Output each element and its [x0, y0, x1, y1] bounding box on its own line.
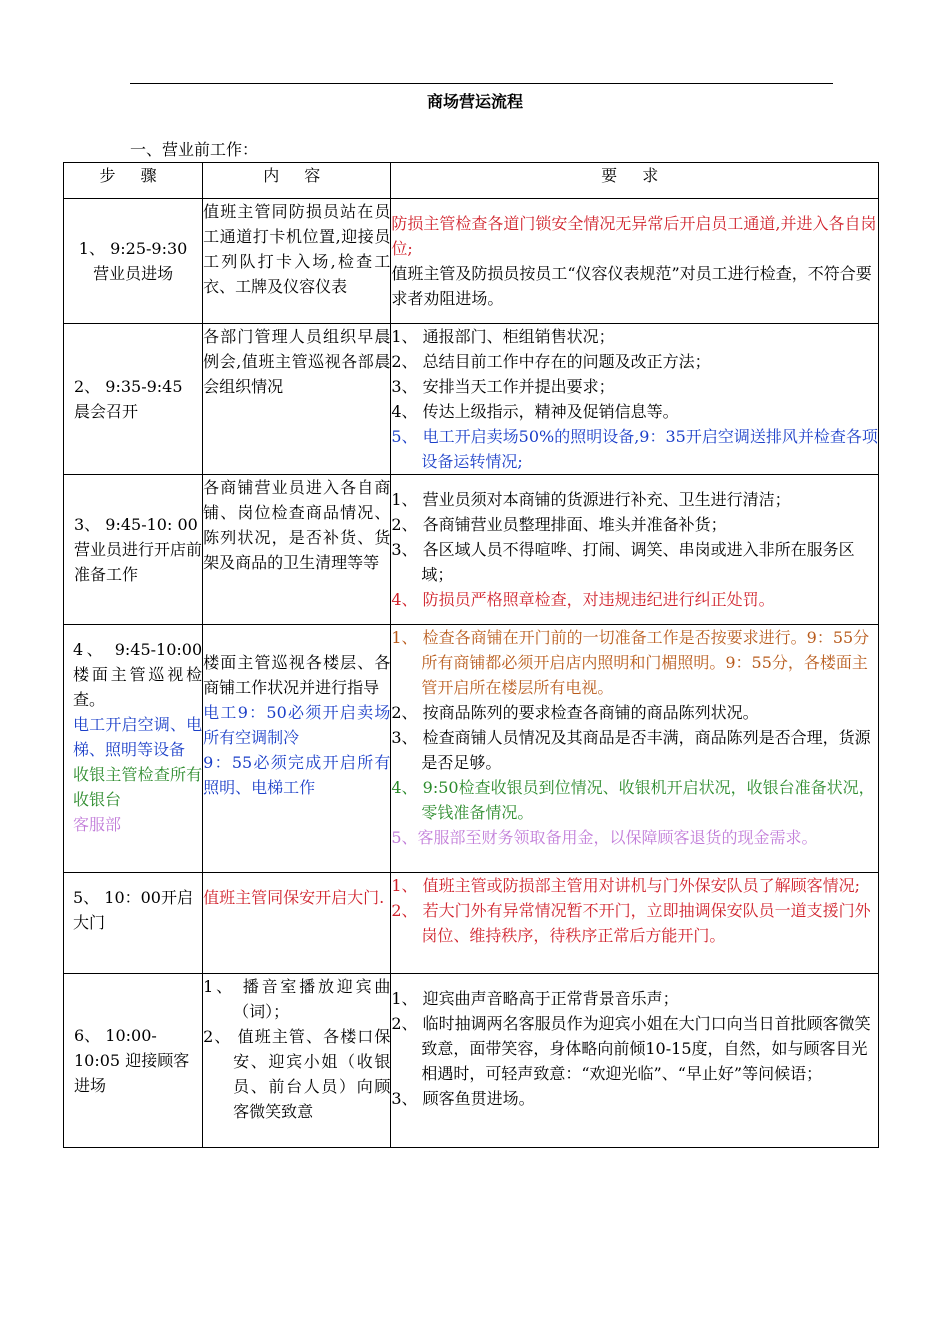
requirements-cell: [391, 625, 879, 873]
content-text: 各部门管理人员组织早晨例会,值班主管巡视各部晨会组织情况: [203, 327, 391, 396]
table-row: [64, 974, 879, 1148]
requirement-item: 4、 9:50检查收银员到位情况、收银机开启状况，收银台准备状况，零钱准备情况。: [391, 778, 875, 822]
content-cell: [203, 199, 391, 324]
step-line: 收银主管检查所有收银台: [73, 765, 203, 809]
requirement-item: 2、 若大门外有异常情况暂不开门，立即抽调保安队员一道支援门外岗位、维持秩序，待秩序正常后方能开门。: [391, 901, 871, 945]
step-cell: [64, 199, 203, 324]
requirement-item: 5、客服部至财务领取备用金，以保障顾客退货的现金需求。: [391, 828, 818, 847]
content-cell: [203, 324, 391, 475]
requirement-item: 5、 电工开启卖场50%的照明设备,9：35开启空调送排风并检查各项设备运转情况;: [391, 427, 878, 471]
document-title: 商场营运流程: [426, 92, 523, 111]
step-line: 6、 10:00-10:05 迎接顾客进场: [74, 1026, 190, 1095]
step-cell: [64, 324, 203, 475]
requirement-item: 2、 临时抽调两名客服员作为迎宾小姐在大门口向当日首批顾客微笑致意，面带笑容，身体略向前倾10-15度，自然，如与顾客目光相遇时，可轻声致意：“欢迎光临”、“早止好”等问候语；: [391, 1014, 871, 1083]
content-cell: [203, 475, 391, 625]
content-text: 2、 值班主管、各楼口保安、迎宾小姐（收银员、前台人员）向顾客微笑致意: [203, 1027, 391, 1121]
requirement-item: 防损主管检查各道门锁安全情况无异常后开启员工通道,并进入各自岗位;: [391, 214, 877, 258]
requirement-item: 1、 检查各商铺在开门前的一切准备工作是否按要求进行。9：55分所有商铺都必须开启店内照明和门楣照明。9：55分，各楼面主管开启所在楼层所有电视。: [391, 628, 870, 697]
step-line: 5、 10：00开启大门: [73, 888, 193, 932]
requirement-item: 3、 顾客鱼贯进场。: [391, 1089, 535, 1108]
requirement-item: 1、 迎宾曲声音略高于正常背景音乐声；: [391, 989, 679, 1008]
requirement-item: 4、 防损员严格照章检查，对违规违纪进行纠正处罚。: [391, 590, 775, 609]
requirement-item: 1、 营业员须对本商铺的货源进行补充、卫生进行清洁；: [391, 490, 791, 509]
table-row: [64, 324, 879, 475]
table-row: [64, 625, 879, 873]
content-text: 值班主管同防损员站在员工通道打卡机位置,迎接员工列队打卡入场,检查工衣、工牌及仪容仪表: [203, 202, 391, 296]
step-line: 营业员进场: [93, 264, 174, 283]
requirements-cell: [391, 974, 879, 1148]
requirements-cell: [391, 873, 879, 974]
step-line: 3、 9:45-10: 00 营业员进行开店前准备工作: [74, 515, 203, 584]
content-text: 值班主管同保安开启大门.: [203, 888, 385, 907]
step-line: 4、 9:45-10:00 楼面主管巡视检查。: [73, 640, 203, 709]
table-row: [64, 199, 879, 324]
requirement-item: 3、 各区域人员不得喧哗、打闹、调笑、串岗或进入非所在服务区域；: [391, 540, 855, 584]
header-rule: [130, 83, 833, 84]
content-text: 9：55必须完成开启所有照明、电梯工作: [203, 753, 391, 797]
content-cell: [203, 873, 391, 974]
step-cell: [64, 625, 203, 873]
step-line: 客服部: [73, 815, 122, 834]
step-line: 2、 9:35-9:45: [74, 377, 183, 396]
content-text: 各商铺营业员进入各自商铺、岗位检查商品情况、陈列状况，是否补货、货架及商品的卫生清理等等: [203, 478, 391, 572]
table-row: [64, 873, 879, 974]
requirement-item: 值班主管及防损员按员工“仪容仪表规范”对员工进行检查，不符合要求者劝阻进场。: [391, 264, 872, 308]
content-cell: [203, 974, 391, 1148]
section-heading: 一、营业前工作：: [130, 140, 259, 159]
content-text: 电工9：50必须开启卖场所有空调制冷: [203, 703, 391, 747]
step-cell: [64, 873, 203, 974]
requirements-cell: [391, 475, 879, 625]
requirement-item: 2、 按商品陈列的要求检查各商铺的商品陈列状况。: [391, 703, 759, 722]
column-header-requirements: 要 求: [391, 163, 879, 199]
step-line: 1、 9:25-9:30: [78, 239, 188, 258]
table-row: [64, 475, 879, 625]
step-cell: [64, 475, 203, 625]
process-table: [63, 162, 879, 1148]
table-header-row: [64, 163, 879, 199]
content-text: 1、 播音室播放迎宾曲（词）；: [203, 977, 391, 1021]
requirement-item: 2、 总结目前工作中存在的问题及改正方法；: [391, 352, 711, 371]
content-text: 楼面主管巡视各楼层、各商铺工作状况并进行指导: [203, 653, 391, 697]
requirement-item: 2、 各商铺营业员整理排面、堆头并准备补货；: [391, 515, 727, 534]
column-header-step: 步 骤: [64, 163, 203, 199]
step-line: 电工开启空调、电梯、照明等设备: [73, 715, 203, 759]
requirement-item: 3、 安排当天工作并提出要求；: [391, 377, 615, 396]
requirements-cell: [391, 324, 879, 475]
content-cell: [203, 625, 391, 873]
step-cell: [64, 974, 203, 1148]
requirement-item: 4、 传达上级指示，精神及促销信息等。: [391, 402, 679, 421]
column-header-content: 内 容: [203, 163, 391, 199]
requirement-item: 3、 检查商铺人员情况及其商品是否丰满，商品陈列是否合理，货源是否足够。: [391, 728, 871, 772]
requirement-item: 1、 值班主管或防损部主管用对讲机与门外保安队员了解顾客情况;: [391, 876, 861, 895]
requirement-item: 1、 通报部门、柜组销售状况；: [391, 327, 615, 346]
requirements-cell: [391, 199, 879, 324]
step-line: 晨会召开: [74, 402, 139, 421]
